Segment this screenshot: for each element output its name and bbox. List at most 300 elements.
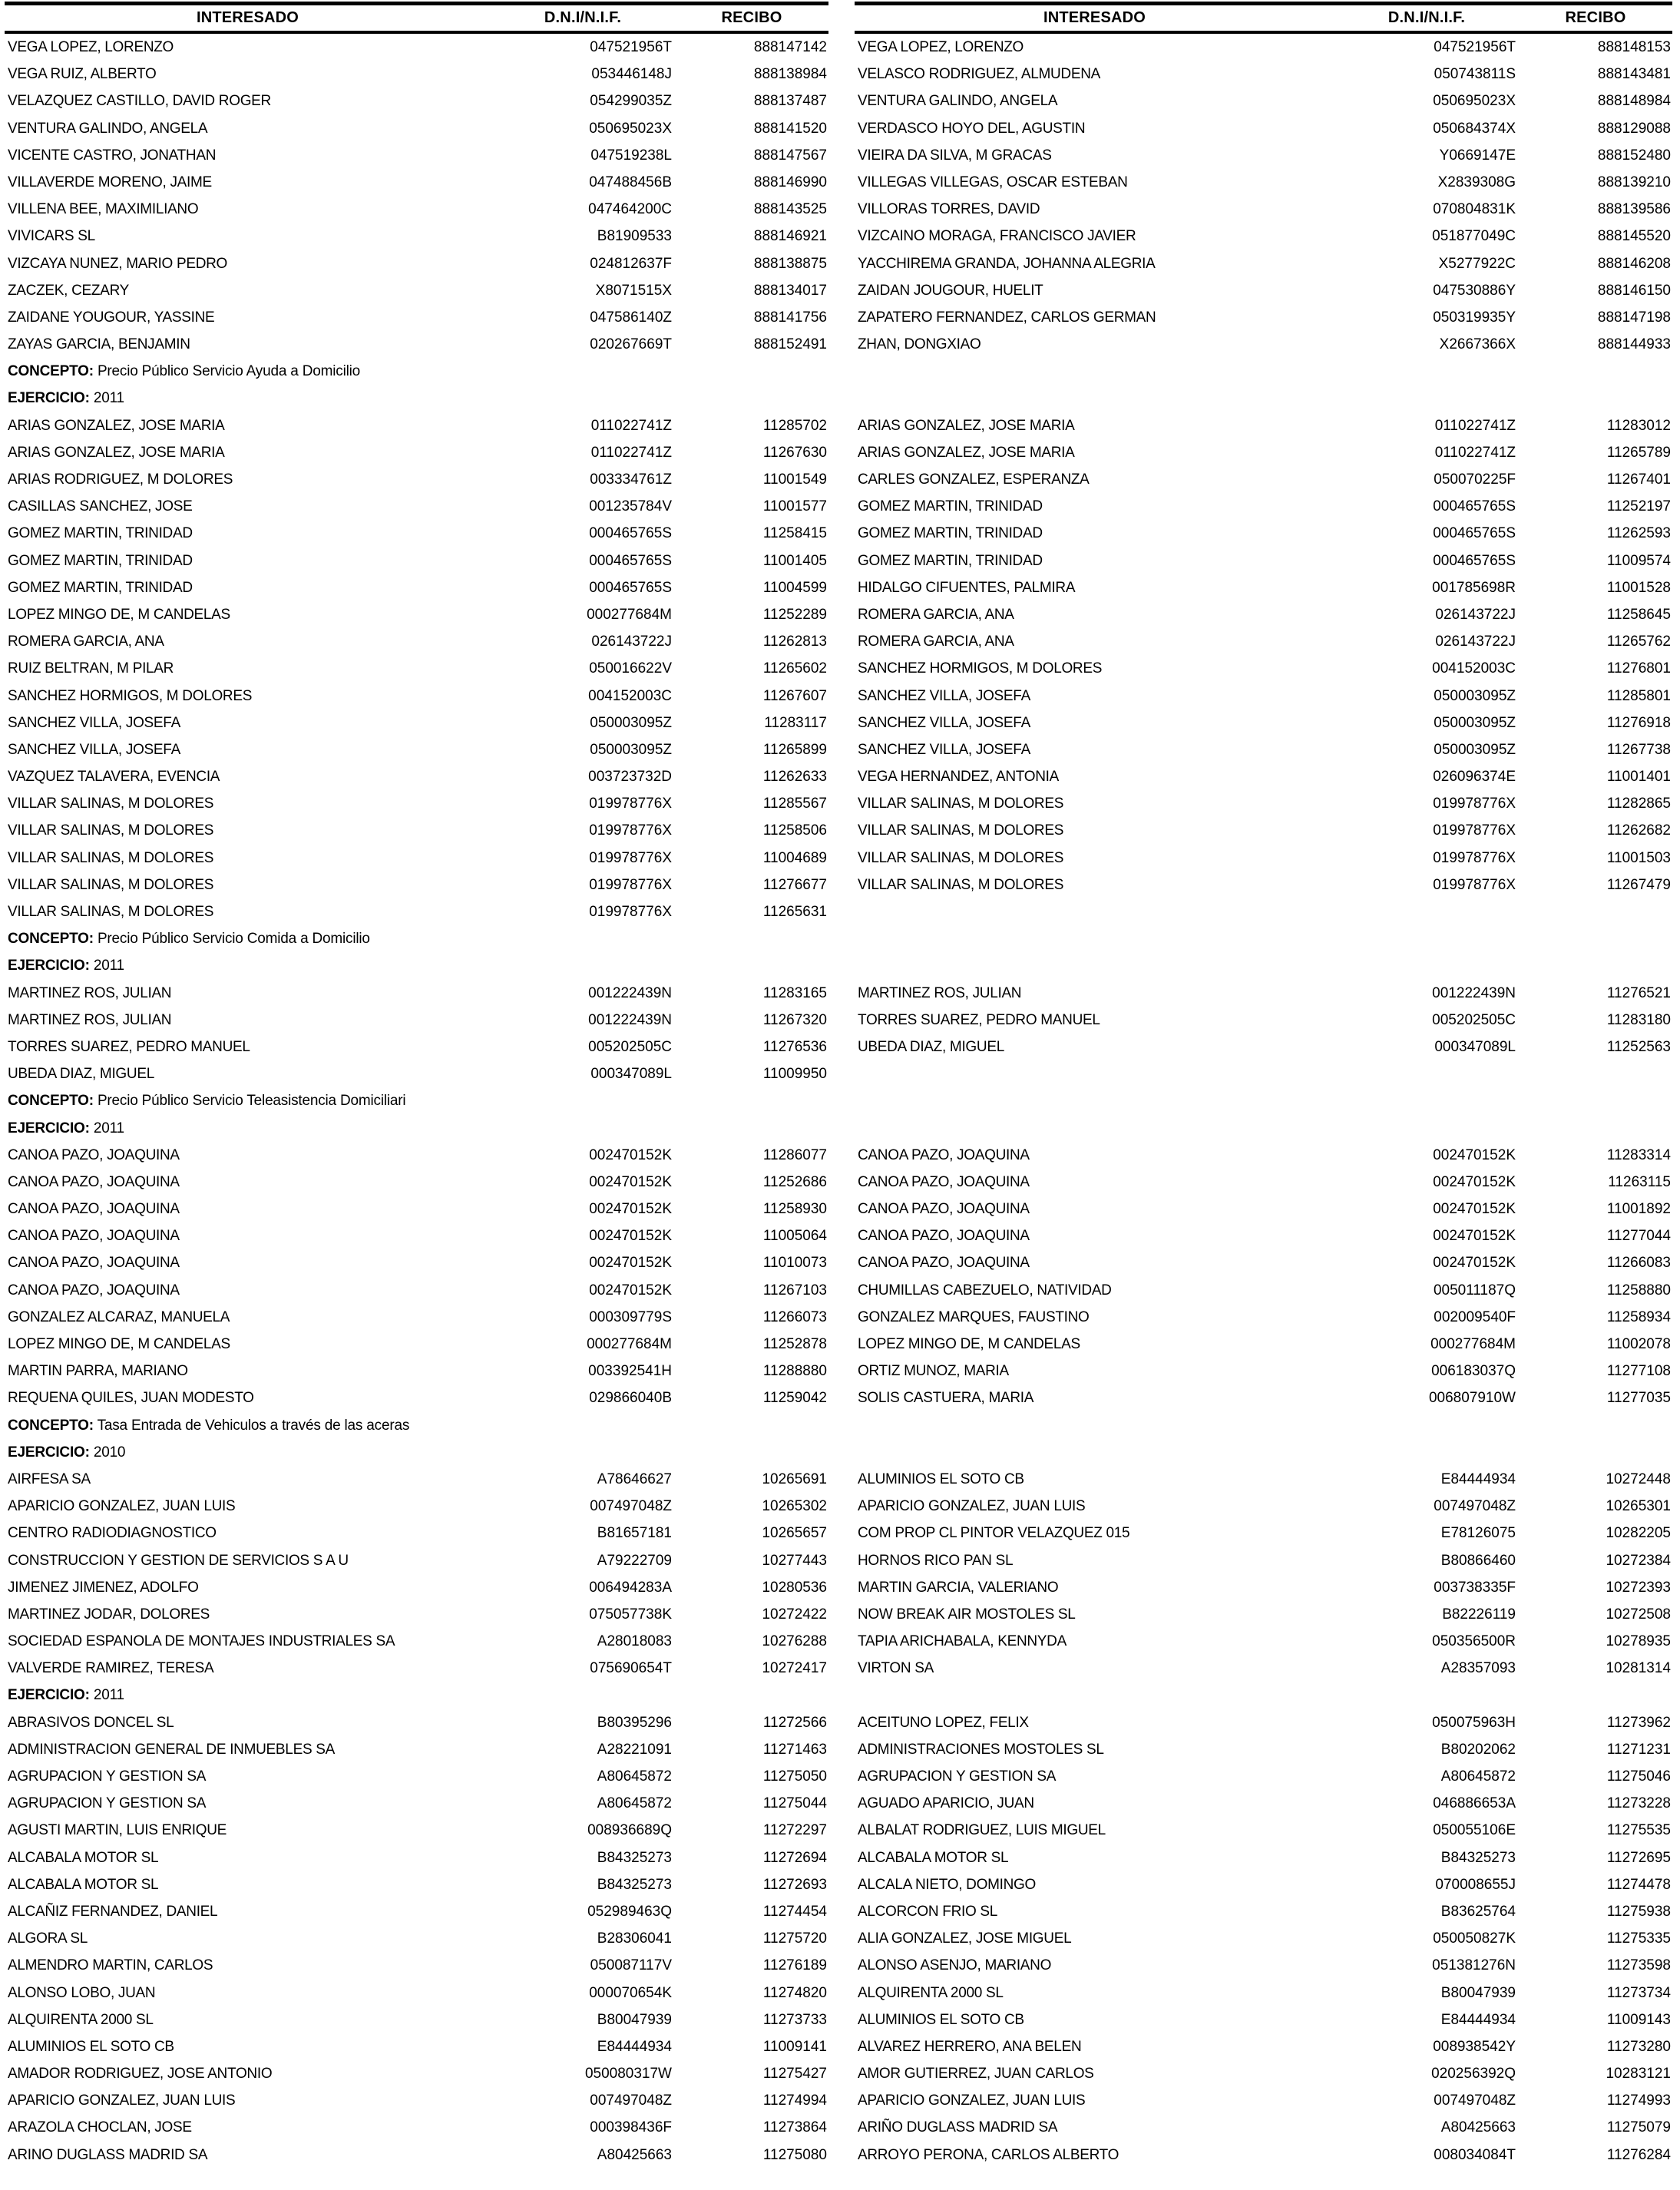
- interesado-cell: COM PROP CL PINTOR VELAZQUEZ 015: [858, 1525, 1130, 1542]
- table-row: [855, 142, 1672, 169]
- dni-cell: 000347089L: [1434, 1038, 1516, 1055]
- table-row: [5, 790, 828, 817]
- interesado-cell: UBEDA DIAZ, MIGUEL: [8, 1066, 154, 1083]
- recibo-cell: 11262813: [762, 634, 827, 650]
- table-row: [855, 250, 1672, 277]
- table-row: [855, 710, 1672, 736]
- dni-cell: 050003095Z: [1434, 741, 1516, 758]
- recibo-cell: 11258645: [1606, 606, 1671, 623]
- table-row: [855, 1601, 1672, 1628]
- recibo-cell: 11275044: [762, 1795, 827, 1812]
- recibo-cell: 11002078: [1606, 1336, 1671, 1352]
- dni-cell: 000309779S: [589, 1308, 672, 1325]
- dni-cell: 002470152K: [589, 1201, 672, 1218]
- recibo-cell: 11252563: [1606, 1038, 1671, 1055]
- recibo-cell: 11263115: [1608, 1173, 1671, 1190]
- dni-cell: 000465765S: [1433, 498, 1516, 515]
- dni-cell: 050016622V: [589, 660, 672, 677]
- dni-cell: 047530886Y: [1433, 282, 1516, 299]
- dni-cell: B83625764: [1440, 1903, 1516, 1920]
- interesado-cell: VILLORAS TORRES, DAVID: [858, 201, 1040, 218]
- dni-cell: 004152003C: [588, 687, 672, 704]
- dni-cell: 050055106E: [1433, 1822, 1516, 1839]
- table-row: [5, 493, 828, 520]
- table-row: [5, 872, 828, 898]
- recibo-cell: 888148153: [1597, 39, 1671, 55]
- table-row: [5, 1060, 828, 1087]
- dni-cell: 050070225F: [1434, 471, 1516, 488]
- table-row: [5, 1358, 828, 1384]
- dni-cell: E84444934: [597, 2038, 672, 2055]
- dni-cell: A28018083: [597, 1633, 672, 1650]
- recibo-cell: 11272566: [762, 1714, 827, 1731]
- ejercicio-text: [5, 1682, 828, 1709]
- dni-column-header: D.N.I/N.I.F.: [544, 9, 622, 26]
- interesado-cell: CANOA PAZO, JOAQUINA: [858, 1255, 1030, 1272]
- concepto-label: CONCEPTO:: [8, 1093, 94, 1110]
- right-column-table: [855, 2, 1672, 2168]
- table-row: [855, 845, 1672, 872]
- table-row: [855, 872, 1672, 898]
- table-row: [5, 1277, 828, 1304]
- recibo-cell: 11286077: [762, 1146, 827, 1163]
- table-row: [855, 1331, 1672, 1358]
- dni-cell: 002470152K: [1433, 1228, 1516, 1245]
- dni-cell: 002009540F: [1434, 1308, 1516, 1325]
- recibo-cell: 888143481: [1597, 66, 1671, 83]
- recibo-cell: 11272297: [762, 1822, 827, 1839]
- dni-cell: 007497048Z: [590, 2092, 672, 2109]
- right-table-rows: [855, 34, 1672, 2168]
- table-row: [5, 1925, 828, 1952]
- interesado-cell: VIZCAINO MORAGA, FRANCISCO JAVIER: [858, 228, 1136, 245]
- table-row: [5, 2006, 828, 2033]
- dni-cell: 008936689Q: [587, 1822, 672, 1839]
- recibo-cell: 11277035: [1606, 1390, 1671, 1407]
- table-row: [855, 466, 1672, 493]
- table-row: [855, 1520, 1672, 1547]
- table-row: [855, 1169, 1672, 1196]
- interesado-column-header: INTERESADO: [196, 9, 299, 26]
- recibo-cell: 11275535: [1606, 1822, 1671, 1839]
- dni-cell: 001222439N: [1432, 984, 1516, 1001]
- table-row: [5, 1493, 828, 1520]
- table-row: [855, 1817, 1672, 1844]
- dni-cell: 050003095Z: [590, 714, 672, 731]
- interesado-cell: AGRUPACION Y GESTION SA: [858, 1768, 1057, 1785]
- table-row: [5, 1736, 828, 1763]
- concepto-text: [5, 1087, 828, 1114]
- interesado-cell: VENTURA GALINDO, ANGELA: [858, 93, 1058, 110]
- interesado-cell: VALVERDE RAMIREZ, TERESA: [8, 1660, 214, 1677]
- interesado-cell: VELAZQUEZ CASTILLO, DAVID ROGER: [8, 93, 271, 110]
- dni-cell: E78126075: [1440, 1525, 1516, 1542]
- table-row: [855, 277, 1672, 304]
- table-row: [855, 1007, 1672, 1034]
- table-row: [5, 574, 828, 601]
- table-row: [5, 1222, 828, 1249]
- interesado-cell: AGUSTI MARTIN, LUIS ENRIQUE: [8, 1822, 227, 1839]
- dni-cell: 050080317W: [584, 2066, 672, 2082]
- table-row: [5, 683, 828, 710]
- blank-row: [855, 1115, 1672, 1142]
- table-row: [855, 196, 1672, 223]
- interesado-cell: VEGA LOPEZ, LORENZO: [8, 39, 174, 55]
- interesado-cell: SANCHEZ HORMIGOS, M DOLORES: [8, 687, 253, 704]
- table-row: [5, 277, 828, 304]
- recibo-cell: 11274454: [762, 1903, 827, 1920]
- interesado-cell: AGRUPACION Y GESTION SA: [8, 1795, 207, 1812]
- concepto-row: [5, 1412, 828, 1439]
- interesado-cell: SANCHEZ VILLA, JOSEFA: [858, 687, 1030, 704]
- recibo-cell: 888139586: [1597, 201, 1671, 218]
- recibo-cell: 11274993: [1606, 2092, 1671, 2109]
- recibo-cell: 888144933: [1597, 336, 1671, 353]
- ejercicio-row: [5, 1115, 828, 1142]
- recibo-cell: 10272508: [1606, 1606, 1671, 1623]
- dni-cell: 000465765S: [589, 525, 672, 542]
- interesado-cell: VILLAR SALINAS, M DOLORES: [8, 904, 214, 920]
- table-row: [855, 2006, 1672, 2033]
- interesado-cell: ROMERA GARCIA, ANA: [8, 634, 164, 650]
- recibo-cell: 888146208: [1597, 255, 1671, 272]
- interesado-cell: TAPIA ARICHABALA, KENNYDA: [858, 1633, 1067, 1650]
- recibo-cell: 888152491: [753, 336, 827, 353]
- recibo-cell: 10265302: [762, 1498, 827, 1515]
- recibo-cell: 888146150: [1597, 282, 1671, 299]
- recibo-cell: 11276536: [762, 1038, 827, 1055]
- recibo-cell: 11258880: [1606, 1282, 1671, 1298]
- dni-cell: 075057738K: [589, 1606, 672, 1623]
- recibo-cell: 888141756: [753, 309, 827, 326]
- dni-cell: 070804831K: [1433, 201, 1516, 218]
- table-row: [5, 1952, 828, 1979]
- interesado-cell: ARINO DUGLASS MADRID SA: [8, 2146, 208, 2163]
- dni-cell: 052989463Q: [587, 1903, 672, 1920]
- dni-cell: 006183037Q: [1431, 1363, 1516, 1380]
- concepto-label: CONCEPTO:: [8, 931, 94, 948]
- recibo-cell: 11274478: [1606, 1876, 1671, 1893]
- interesado-cell: ZACZEK, CEZARY: [8, 282, 130, 299]
- recibo-cell: 11283180: [1606, 1011, 1671, 1028]
- recibo-cell: 888146921: [753, 228, 827, 245]
- interesado-cell: VILLAR SALINAS, M DOLORES: [8, 876, 214, 893]
- table-row: [5, 1898, 828, 1925]
- recibo-cell: 11265631: [762, 904, 827, 920]
- interesado-cell: ALCABALA MOTOR SL: [8, 1876, 159, 1893]
- interesado-cell: CANOA PAZO, JOAQUINA: [8, 1228, 180, 1245]
- dni-cell: 002470152K: [589, 1282, 672, 1298]
- interesado-cell: VEGA HERNANDEZ, ANTONIA: [858, 769, 1059, 786]
- recibo-cell: 11273864: [762, 2119, 827, 2136]
- dni-cell: 050087117V: [590, 1957, 672, 1974]
- table-row: [855, 601, 1672, 628]
- interesado-cell: ADMINISTRACION GENERAL DE INMUEBLES SA: [8, 1741, 336, 1758]
- interesado-cell: TORRES SUAREZ, PEDRO MANUEL: [858, 1011, 1100, 1028]
- interesado-cell: ALGORA SL: [8, 1930, 88, 1947]
- concepto-text: [5, 1412, 828, 1439]
- table-row: [855, 115, 1672, 142]
- interesado-cell: CANOA PAZO, JOAQUINA: [858, 1173, 1030, 1190]
- dni-cell: 003392541H: [588, 1363, 672, 1380]
- recibo-cell: 11275050: [762, 1768, 827, 1785]
- recibo-cell: 11283012: [1606, 417, 1671, 434]
- interesado-cell: JIMENEZ JIMENEZ, ADOLFO: [8, 1579, 199, 1596]
- recibo-cell: 888138984: [753, 66, 827, 83]
- recibo-cell: 10272384: [1606, 1552, 1671, 1569]
- interesado-cell: ALONSO ASENJO, MARIANO: [858, 1957, 1052, 1974]
- dni-cell: B80866460: [1440, 1552, 1516, 1569]
- table-row: [855, 1304, 1672, 1331]
- interesado-cell: VIZCAYA NUNEZ, MARIO PEDRO: [8, 255, 228, 272]
- dni-cell: A80645872: [597, 1795, 672, 1812]
- interesado-cell: GOMEZ MARTIN, TRINIDAD: [8, 579, 193, 596]
- ejercicio-label: EJERCICIO:: [8, 390, 90, 407]
- recibo-cell: 10283121: [1606, 2066, 1671, 2082]
- interesado-cell: GOMEZ MARTIN, TRINIDAD: [858, 552, 1043, 569]
- dni-cell: 002470152K: [589, 1173, 672, 1190]
- table-row: [5, 980, 828, 1007]
- table-row: [855, 223, 1672, 250]
- recibo-cell: 11001528: [1606, 579, 1671, 596]
- dni-cell: 002470152K: [1433, 1255, 1516, 1272]
- ejercicio-text: [5, 1439, 828, 1466]
- table-row: [5, 898, 828, 925]
- interesado-cell: ABRASIVOS DONCEL SL: [8, 1714, 174, 1731]
- interesado-cell: GONZALEZ ALCARAZ, MANUELA: [8, 1308, 230, 1325]
- table-row: [855, 1925, 1672, 1952]
- recibo-cell: 11252289: [762, 606, 827, 623]
- recibo-cell: 11271231: [1606, 1741, 1671, 1758]
- table-row: [5, 1601, 828, 1628]
- table-row: [855, 169, 1672, 196]
- recibo-cell: 11267630: [762, 444, 827, 461]
- dni-cell: 019978776X: [1433, 796, 1516, 812]
- recibo-cell: 11009143: [1606, 2011, 1671, 2028]
- blank-row: [855, 1439, 1672, 1466]
- dni-cell: B80202062: [1440, 1741, 1516, 1758]
- recibo-cell: 11266073: [762, 1308, 827, 1325]
- recibo-cell: 11272693: [762, 1876, 827, 1893]
- dni-cell: A28357093: [1440, 1660, 1516, 1677]
- table-row: [855, 1952, 1672, 1979]
- recibo-cell: 11273733: [762, 2011, 827, 2028]
- table-row: [5, 548, 828, 574]
- table-row: [855, 34, 1672, 61]
- dni-cell: B84325273: [597, 1849, 672, 1866]
- table-row: [5, 1384, 828, 1411]
- interesado-cell: ARIÑO DUGLASS MADRID SA: [858, 2119, 1058, 2136]
- interesado-cell: ALCAÑIZ FERNANDEZ, DANIEL: [8, 1903, 218, 1920]
- ejercicio-text: [5, 385, 828, 412]
- interesado-cell: ALUMINIOS EL SOTO CB: [858, 1470, 1024, 1487]
- table-row: [5, 1034, 828, 1060]
- recibo-cell: 11275046: [1606, 1768, 1671, 1785]
- interesado-cell: TORRES SUAREZ, PEDRO MANUEL: [8, 1038, 250, 1055]
- interesado-cell: SANCHEZ VILLA, JOSEFA: [8, 714, 180, 731]
- interesado-cell: VILLENA BEE, MAXIMILIANO: [8, 201, 199, 218]
- recibo-cell: 11273228: [1606, 1795, 1671, 1812]
- dni-cell: 024812637F: [590, 255, 672, 272]
- recibo-cell: 888145520: [1597, 228, 1671, 245]
- recibo-cell: 11252686: [762, 1173, 827, 1190]
- recibo-cell: 11274820: [762, 1984, 827, 2001]
- interesado-cell: SOLIS CASTUERA, MARIA: [858, 1390, 1034, 1407]
- interesado-cell: VENTURA GALINDO, ANGELA: [8, 120, 208, 137]
- interesado-cell: VICENTE CASTRO, JONATHAN: [8, 147, 217, 164]
- table-row: [5, 1007, 828, 1034]
- dni-cell: 011022741Z: [1434, 417, 1516, 434]
- interesado-cell: CANOA PAZO, JOAQUINA: [8, 1255, 180, 1272]
- interesado-cell: ALIA GONZALEZ, JOSE MIGUEL: [858, 1930, 1072, 1947]
- interesado-cell: CASILLAS SANCHEZ, JOSE: [8, 498, 193, 515]
- recibo-cell: 11258934: [1606, 1308, 1671, 1325]
- interesado-cell: VEGA RUIZ, ALBERTO: [8, 66, 157, 83]
- recibo-cell: 10276288: [762, 1633, 827, 1650]
- dni-cell: X8071515X: [595, 282, 672, 299]
- table-row: [5, 169, 828, 196]
- interesado-cell: ALUMINIOS EL SOTO CB: [8, 2038, 174, 2055]
- dni-cell: 019978776X: [589, 904, 672, 920]
- recibo-cell: 11275427: [762, 2066, 827, 2082]
- interesado-cell: ACEITUNO LOPEZ, FELIX: [858, 1714, 1029, 1731]
- recibo-cell: 11266083: [1606, 1255, 1671, 1272]
- dni-cell: 019978776X: [589, 796, 672, 812]
- interesado-cell: VERDASCO HOYO DEL, AGUSTIN: [858, 120, 1086, 137]
- interesado-column-header: INTERESADO: [1043, 9, 1146, 26]
- table-row: [855, 763, 1672, 790]
- table-row: [5, 1547, 828, 1574]
- recibo-cell: 11283117: [764, 714, 827, 731]
- dni-cell: 002470152K: [589, 1228, 672, 1245]
- recibo-cell: 11262593: [1606, 525, 1671, 542]
- dni-cell: 050319935Y: [1433, 309, 1516, 326]
- dni-cell: 020256392Q: [1431, 2066, 1516, 2082]
- left-column-table: [5, 2, 828, 2168]
- dni-cell: 011022741Z: [590, 444, 672, 461]
- dni-cell: X2667366X: [1439, 336, 1516, 353]
- recibo-cell: 888134017: [753, 282, 827, 299]
- dni-cell: 007497048Z: [1434, 2092, 1516, 2109]
- left-table-header: [5, 2, 828, 34]
- recibo-cell: 11276677: [762, 876, 827, 893]
- recibo-cell: 11001503: [1606, 849, 1671, 866]
- table-row: [855, 493, 1672, 520]
- table-row: [855, 1142, 1672, 1169]
- recibo-cell: 10278935: [1606, 1633, 1671, 1650]
- dni-cell: 000070654K: [589, 1984, 672, 2001]
- interesado-cell: ARIAS GONZALEZ, JOSE MARIA: [8, 417, 225, 434]
- table-row: [5, 601, 828, 628]
- interesado-cell: CANOA PAZO, JOAQUINA: [858, 1201, 1030, 1218]
- table-row: [855, 1466, 1672, 1493]
- left-table-rows: [5, 34, 828, 2168]
- dni-cell: 051877049C: [1432, 228, 1516, 245]
- table-row: [855, 980, 1672, 1007]
- dni-cell: A28221091: [597, 1741, 672, 1758]
- table-row: [855, 1249, 1672, 1276]
- dni-cell: 003723732D: [588, 769, 672, 786]
- dni-cell: 050050827K: [1433, 1930, 1516, 1947]
- dni-cell: 000398436F: [590, 2119, 672, 2136]
- interesado-cell: CANOA PAZO, JOAQUINA: [858, 1146, 1030, 1163]
- blank-row: [855, 1412, 1672, 1439]
- dni-cell: 011022741Z: [590, 417, 672, 434]
- dni-cell: 019978776X: [589, 822, 672, 839]
- dni-cell: 001222439N: [588, 1011, 672, 1028]
- dni-cell: B84325273: [597, 1876, 672, 1893]
- recibo-cell: 11265789: [1606, 444, 1671, 461]
- dni-cell: 050003095Z: [590, 741, 672, 758]
- dni-cell: 054299035Z: [590, 93, 672, 110]
- dni-cell: 001235784V: [589, 498, 672, 515]
- interesado-cell: MARTINEZ JODAR, DOLORES: [8, 1606, 210, 1623]
- dni-cell: 004152003C: [1432, 660, 1516, 677]
- table-row: [5, 1249, 828, 1276]
- interesado-cell: ARIAS RODRIGUEZ, M DOLORES: [8, 471, 233, 488]
- table-row: [5, 304, 828, 331]
- interesado-cell: ORTIZ MUNOZ, MARIA: [858, 1363, 1009, 1380]
- recibo-cell: 11272695: [1606, 1849, 1671, 1866]
- interesado-cell: ADMINISTRACIONES MOSTOLES SL: [858, 1741, 1104, 1758]
- dni-cell: 000465765S: [1433, 525, 1516, 542]
- recibo-cell: 11283165: [762, 984, 827, 1001]
- interesado-cell: ALQUIRENTA 2000 SL: [858, 1984, 1004, 2001]
- dni-cell: A79222709: [597, 1552, 672, 1569]
- dni-cell: A80645872: [597, 1768, 672, 1785]
- interesado-cell: MARTIN PARRA, MARIANO: [8, 1363, 188, 1380]
- recibo-cell: 11262682: [1606, 822, 1671, 839]
- dni-cell: 002470152K: [1433, 1146, 1516, 1163]
- table-row: [855, 1196, 1672, 1222]
- dni-cell: 053446148J: [591, 66, 672, 83]
- interesado-cell: CANOA PAZO, JOAQUINA: [858, 1228, 1030, 1245]
- interesado-cell: ALCABALA MOTOR SL: [858, 1849, 1009, 1866]
- table-row: [855, 2114, 1672, 2141]
- recibo-cell: 888138875: [753, 255, 827, 272]
- interesado-cell: ALMENDRO MARTIN, CARLOS: [8, 1957, 213, 1974]
- dni-cell: E84444934: [1440, 1470, 1516, 1487]
- dni-cell: 007497048Z: [1434, 1498, 1516, 1515]
- dni-cell: 019978776X: [589, 849, 672, 866]
- concepto-value: Precio Público Servicio Comida a Domicilio: [93, 931, 370, 948]
- dni-cell: 000465765S: [1433, 552, 1516, 569]
- table-row: [855, 1871, 1672, 1898]
- recibo-cell: 10272393: [1606, 1579, 1671, 1596]
- blank-row: [855, 898, 1672, 925]
- interesado-cell: VILLAR SALINAS, M DOLORES: [858, 822, 1064, 839]
- recibo-column-header: RECIBO: [1565, 9, 1626, 26]
- recibo-cell: 11001401: [1606, 769, 1671, 786]
- recibo-cell: 11275938: [1606, 1903, 1671, 1920]
- interesado-cell: LOPEZ MINGO DE, M CANDELAS: [8, 606, 230, 623]
- recibo-cell: 11001405: [762, 552, 827, 569]
- dni-cell: 050743811S: [1434, 66, 1516, 83]
- recibo-cell: 888147142: [753, 39, 827, 55]
- table-row: [5, 412, 828, 439]
- recibo-cell: 11288880: [762, 1363, 827, 1380]
- dni-cell: B82226119: [1442, 1606, 1516, 1623]
- interesado-cell: GOMEZ MARTIN, TRINIDAD: [858, 498, 1043, 515]
- dni-cell: 000277684M: [587, 606, 672, 623]
- recibo-cell: 11272694: [762, 1849, 827, 1866]
- recibo-cell: 11276521: [1606, 984, 1671, 1001]
- dni-cell: 051381276N: [1432, 1957, 1516, 1974]
- recibo-cell: 888141520: [753, 120, 827, 137]
- interesado-cell: CHUMILLAS CABEZUELO, NATIVIDAD: [858, 1282, 1112, 1298]
- recibo-cell: 11258415: [762, 525, 827, 542]
- interesado-cell: ARROYO PERONA, CARLOS ALBERTO: [858, 2146, 1119, 2163]
